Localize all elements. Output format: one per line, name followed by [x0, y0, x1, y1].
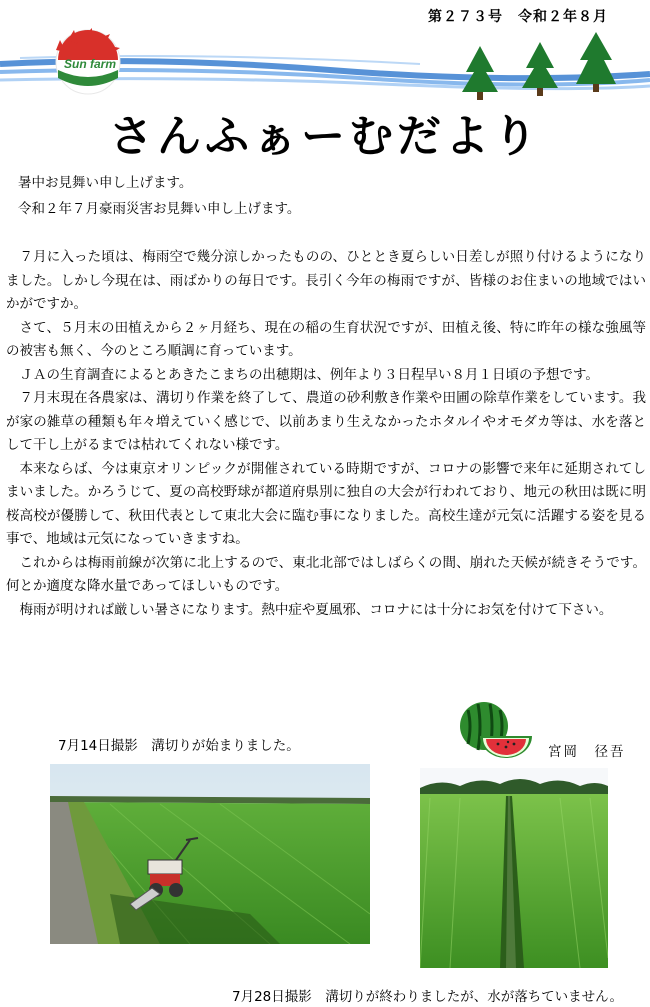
article-body — [6, 246, 646, 622]
paragraph: ７月に入った頃は、梅雨空で幾分涼しかったものの、ひととき夏らしい日差しが照り付けるようになりました。しかし今現在は、雨ばかりの毎日です。長引く今年の梅雨ですが、皆様のお住まいの地域ではいかがですか。 — [6, 249, 646, 312]
paragraph: ７月末現在各農家は、溝切り作業を終了して、農道の砂利敷き作業や田圃の除草作業をしています。我が家の雑草の種類も年々増えていく感じで、以前あまり生えなかったホタルイやオモダカ等は、水を落として干し上がるまでは枯れてくれない様です。 — [6, 390, 646, 453]
rice-field-photo-1 — [50, 764, 370, 944]
issue-number: 第２７３号 令和２年８月 — [428, 9, 608, 25]
paragraph: 本来ならば、今は東京オリンピックが開催されている時期ですが、コロナの影響で来年に延期されてしまいました。かろうじて、夏の高校野球が都道府県別に独自の大会が行われており、地元の秋田は既に明桜高校が優勝して、秋田代表として東北大会に臨む事になりました。高校生達が元気に活躍する姿を見る事で、地域は元気になっていきますね。 — [6, 460, 646, 547]
photo-caption-1: 7月14日撮影 溝切りが始まりました。 — [58, 738, 300, 754]
greeting-line: 令和２年７月豪雨災害お見舞い申し上げます。 — [18, 201, 301, 217]
rice-field-photo-2 — [420, 768, 608, 968]
watermelon-icon — [458, 700, 534, 760]
tree-icons — [462, 32, 616, 100]
photo-caption-2: 7月28日撮影 溝切りが終わりましたが、水が落ちていません。 — [232, 989, 623, 1005]
author-name: 宮岡 径吾 — [548, 744, 626, 760]
logo-text: Sun farm — [64, 57, 117, 71]
paragraph: これからは梅雨前線が次第に北上するので、東北北部ではしばらくの間、崩れた天候が続きそうです。何とか適度な降水量であってほしいものです。 — [6, 554, 646, 594]
greetings — [18, 170, 300, 222]
paragraph: ＪＡの生育調査によるとあきたこまちの出穂期は、例年より３日程早い８月１日頃の予想です。 — [19, 366, 599, 383]
header-banner — [0, 26, 650, 106]
logo-icon — [56, 28, 120, 94]
newsletter-title: さんふぁーむだより — [109, 111, 541, 162]
paragraph: さて、５月末の田植えから２ヶ月経ち、現在の稲の生育状況ですが、田植え後、特に昨年の様な強風等の被害も無く、今のところ順調に育っています。 — [6, 319, 646, 359]
paragraph: 梅雨が明ければ厳しい暑さになります。熱中症や夏風邪、コロナには十分にお気を付けて下さい。 — [19, 601, 613, 618]
greeting-line: 暑中お見舞い申し上げます。 — [18, 175, 193, 191]
